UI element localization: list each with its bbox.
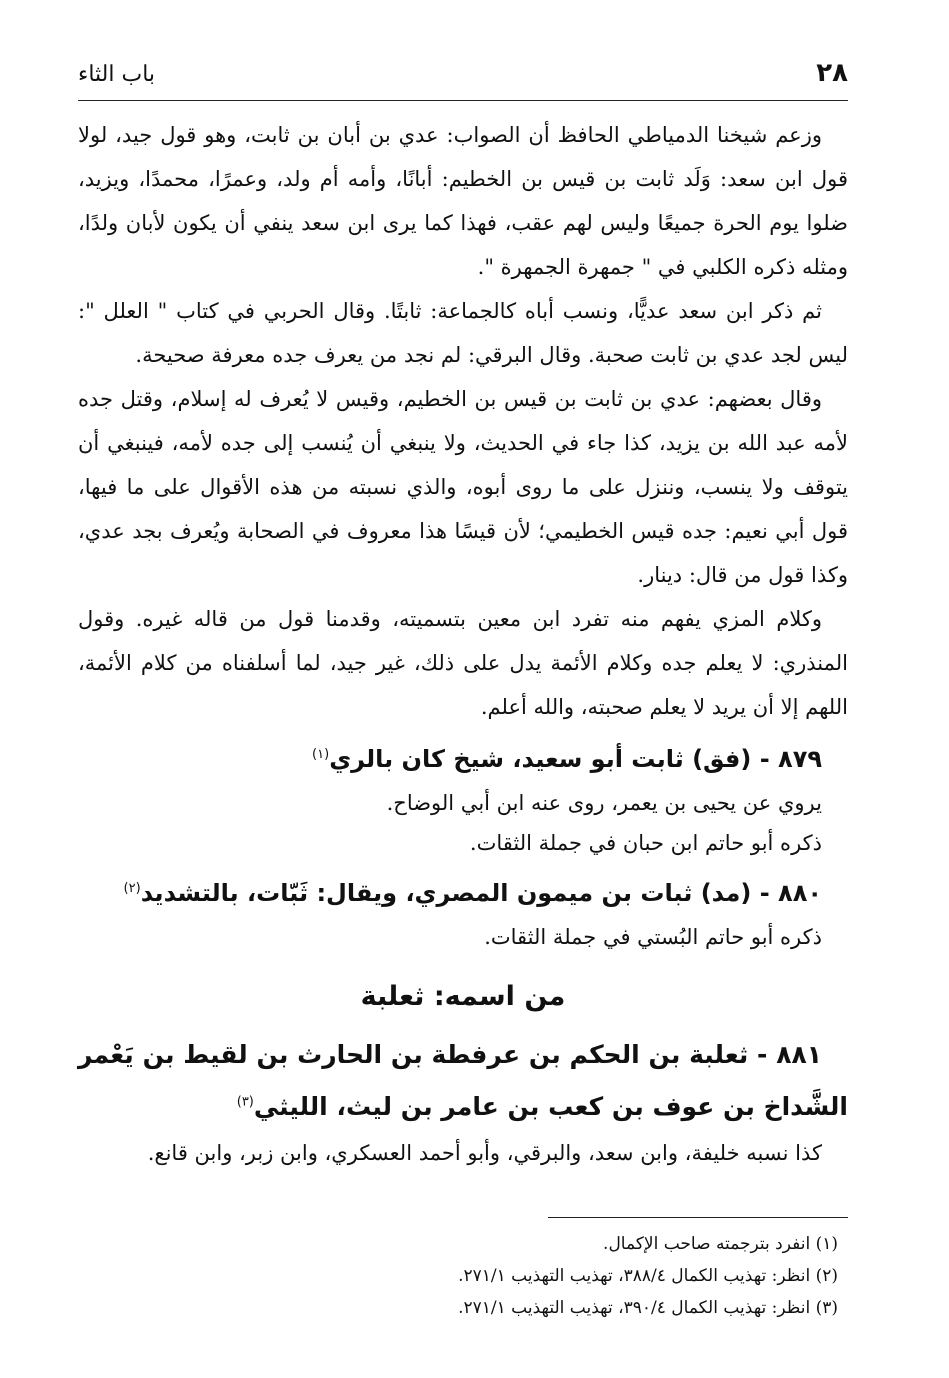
footnote: (١) انفرد بترجمته صاحب الإكمال.	[603, 1234, 838, 1254]
paragraph: وكلام المزي يفهم منه تفرد ابن معين بتسميته، وقدمنا قول من قاله غيره. وقول المنذري: لا يعلم جده وكلام الأئمة يدل على ذلك، غير جيد، لما أسلفناه من كلام الأئمة، اللهم إلا أن يريد لا يعلم صحبته، والله أعلم.	[78, 607, 848, 719]
footnote: (٣) انظر: تهذيب الكمال ٣٩٠/٤، تهذيب التهذيب ٢٧١/١.	[458, 1298, 838, 1318]
entry-line: يروي عن يحيى بن يعمر، روى عنه ابن أبي الوضاح.	[386, 791, 822, 815]
footnote: (٢) انظر: تهذيب الكمال ٣٨٨/٤، تهذيب التهذيب ٢٧١/١.	[458, 1266, 838, 1286]
footnotes	[78, 1228, 848, 1324]
footnote-divider	[548, 1217, 848, 1218]
entry-heading-text: ٨٨١ - ثعلبة بن الحكم بن عرفطة بن الحارث بن لقيط بن يَعْمر الشَّداخ بن عوف بن كعب بن عامر بن ليث، الليثي	[78, 1040, 848, 1121]
entry-heading-880	[78, 869, 848, 917]
entry-heading-text: ٨٧٩ - (فق) ثابت أبو سعيد، شيخ كان بالري	[329, 745, 822, 773]
page-number: ٢٨	[816, 58, 848, 88]
entry-line: ذكره أبو حاتم ابن حبان في جملة الثقات.	[469, 831, 822, 855]
paragraph: ثم ذكر ابن سعد عديًّا، ونسب أباه كالجماعة: ثابتًا. وقال الحربي في كتاب " العلل ": ليس لجد عدي بن ثابت صحبة. وقال البرقي: لم نجد من يعرف جده معرفة صحيحة.	[78, 299, 848, 367]
entry-heading-879	[78, 735, 848, 783]
paragraph: وزعم شيخنا الدمياطي الحافظ أن الصواب: عدي بن أبان بن ثابت، وهو قول جيد، لولا قول ابن سعد: وَلَد ثابت بن قيس بن الخطيم: أبانًا، وأمه أم ولد، وعمرًا، محمدًا، ويزيد، ضلوا يوم الحرة جميعًا وليس لهم عقب، فهذا كما يرى ابن سعد ينفي أن يكون لأبان ولدًا، ومثله ذكره الكلبي في " جمهرة الجمهرة ".	[78, 123, 848, 279]
book-page	[78, 58, 848, 1324]
page-header	[78, 58, 848, 101]
paragraph: وقال بعضهم: عدي بن ثابت بن قيس بن الخطيم، وقيس لا يُعرف له إسلام، وقتل جده لأمه عبد الله بن يزيد، كذا جاء في الحديث، ولا ينبغي أن يُنسب إلى جده لأمه، فينبغي أن يتوقف ولا ينسب، وننزل على ما روى أبوه، والذي نسبته من هذه الأقوال على ما فيها، قول أبي نعيم: جده قيس الخطيمي؛ لأن قيسًا هذا معروف في الصحابة ويُعرف بجد عدي، وكذا قول من قال: دينار.	[78, 387, 848, 587]
section-heading: من اسمه: ثعلبة	[360, 981, 566, 1012]
entry-line: كذا نسبه خليفة، وابن سعد، والبرقي، وأبو أحمد العسكري، وابن زبر، وابن قانع.	[147, 1141, 822, 1165]
footnote-ref: (٣)	[236, 1094, 254, 1110]
entry-line: ذكره أبو حاتم البُستي في جملة الثقات.	[484, 925, 822, 949]
footnote-ref: (٢)	[123, 881, 141, 896]
footnote-ref: (١)	[312, 747, 330, 762]
entry-heading-text: ٨٨٠ - (مد) ثبات بن ميمون المصري، ويقال: ثَبّات، بالتشديد	[140, 879, 822, 907]
entry-heading-881	[78, 1029, 848, 1133]
running-title: باب الثاء	[78, 62, 156, 87]
